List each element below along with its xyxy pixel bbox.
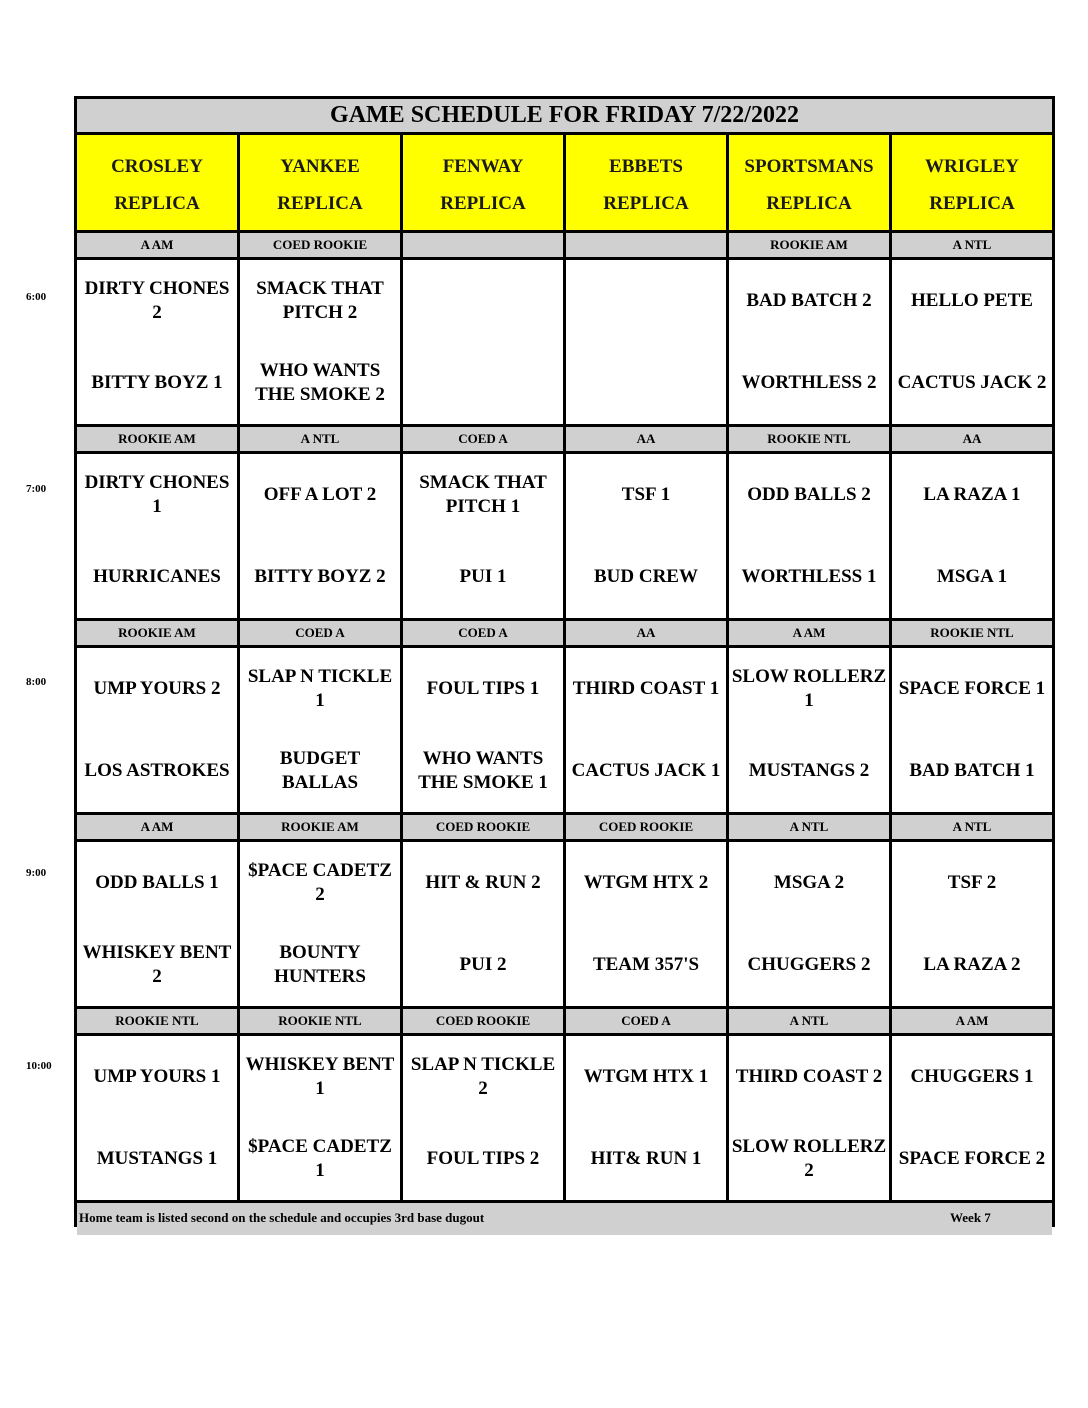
division-label: ROOKIE NTL xyxy=(240,1009,400,1033)
home-team: SPACE FORCE 2 xyxy=(898,1148,1046,1169)
home-team: LA RAZA 2 xyxy=(923,954,1021,975)
away-team: WHISKEY BENT 1 xyxy=(245,1054,395,1099)
away-team: SLOW ROLLERZ 1 xyxy=(731,666,887,711)
game-cell xyxy=(892,648,1052,812)
home-team: WORTHLESS 1 xyxy=(741,566,877,587)
away-team: SMACK THAT PITCH 1 xyxy=(419,472,547,517)
field-name: FENWAY xyxy=(442,156,524,177)
division-label: COED ROOKIE xyxy=(403,1009,563,1033)
home-team: CACTUS JACK 1 xyxy=(571,760,721,781)
home-team: HIT& RUN 1 xyxy=(590,1148,702,1169)
division-label: ROOKIE NTL xyxy=(729,427,889,451)
game-cell xyxy=(566,1036,726,1200)
field-name: CROSLEY xyxy=(111,156,203,177)
division-label: A NTL xyxy=(729,815,889,839)
away-team xyxy=(566,260,726,342)
game-cell xyxy=(566,842,726,1006)
away-team: SLAP N TICKLE 2 xyxy=(410,1054,556,1099)
away-team xyxy=(403,260,563,342)
home-team: BITTY BOYZ 1 xyxy=(91,372,223,393)
division-label: A NTL xyxy=(892,815,1052,839)
time-column xyxy=(0,0,74,1408)
division-label: ROOKIE AM xyxy=(77,621,237,645)
away-team: OFF A LOT 2 xyxy=(263,484,377,505)
home-team: TEAM 357'S xyxy=(592,954,700,975)
game-cell xyxy=(240,842,400,1006)
game-cell xyxy=(566,260,726,424)
division-label: ROOKIE NTL xyxy=(77,1009,237,1033)
division-label: AA xyxy=(566,427,726,451)
game-cell xyxy=(77,842,237,1006)
game-cell xyxy=(403,260,563,424)
field-subtitle: REPLICA xyxy=(603,193,689,214)
division-label: A AM xyxy=(77,233,237,257)
home-team: BOUNTY HUNTERS xyxy=(274,942,366,987)
away-team: TSF 1 xyxy=(621,484,671,505)
home-team: CACTUS JACK 2 xyxy=(897,372,1047,393)
game-cell xyxy=(892,1036,1052,1200)
game-cell xyxy=(240,1036,400,1200)
division-label: A AM xyxy=(77,815,237,839)
game-cell xyxy=(403,454,563,618)
away-team: UMP YOURS 1 xyxy=(93,1066,221,1087)
field-header xyxy=(240,135,400,230)
field-subtitle: REPLICA xyxy=(929,193,1015,214)
game-cell xyxy=(566,454,726,618)
home-team: BUD CREW xyxy=(594,566,698,587)
time-label: 8:00 xyxy=(26,676,47,688)
division-label: COED A xyxy=(566,1009,726,1033)
home-team: WORTHLESS 2 xyxy=(741,372,877,393)
game-cell xyxy=(240,648,400,812)
away-team: ODD BALLS 2 xyxy=(747,484,871,505)
division-label: ROOKIE AM xyxy=(240,815,400,839)
home-team: $PACE CADETZ 1 xyxy=(248,1136,392,1181)
away-team: FOUL TIPS 1 xyxy=(426,678,540,699)
game-cell xyxy=(403,1036,563,1200)
division-label: COED A xyxy=(240,621,400,645)
home-team: HURRICANES xyxy=(93,566,221,587)
game-cell xyxy=(403,842,563,1006)
game-cell xyxy=(729,648,889,812)
home-team: MUSTANGS 2 xyxy=(748,760,870,781)
home-team: SLOW ROLLERZ 2 xyxy=(731,1136,887,1181)
game-cell xyxy=(729,260,889,424)
schedule-table xyxy=(74,96,1055,1227)
time-label: 10:00 xyxy=(26,1060,52,1072)
home-team: PUI 2 xyxy=(459,954,507,975)
division-label: COED ROOKIE xyxy=(240,233,400,257)
division-label: COED A xyxy=(403,621,563,645)
home-team: MSGA 1 xyxy=(936,566,1008,587)
home-team: BITTY BOYZ 2 xyxy=(254,566,386,587)
division-label: A NTL xyxy=(892,233,1052,257)
game-cell xyxy=(892,260,1052,424)
division-label: A NTL xyxy=(240,427,400,451)
away-team: LA RAZA 1 xyxy=(923,484,1021,505)
division-label: A AM xyxy=(892,1009,1052,1033)
division-label: ROOKIE AM xyxy=(77,427,237,451)
field-name: SPORTSMANS xyxy=(744,156,874,177)
division-label: AA xyxy=(566,621,726,645)
game-cell xyxy=(240,454,400,618)
division-label xyxy=(403,233,563,257)
game-cell xyxy=(403,648,563,812)
week-label: Week 7 xyxy=(950,1210,991,1225)
home-team: LOS ASTROKES xyxy=(84,760,230,781)
home-team: WHISKEY BENT 2 xyxy=(82,942,232,987)
home-team: FOUL TIPS 2 xyxy=(426,1148,540,1169)
game-cell xyxy=(566,648,726,812)
away-team: WTGM HTX 2 xyxy=(583,872,709,893)
away-team: CHUGGERS 1 xyxy=(910,1066,1034,1087)
away-team: $PACE CADETZ 2 xyxy=(248,860,392,905)
game-cell xyxy=(729,842,889,1006)
field-header xyxy=(892,135,1052,230)
division-label xyxy=(566,233,726,257)
away-team: MSGA 2 xyxy=(773,872,845,893)
game-cell xyxy=(77,648,237,812)
field-name: WRIGLEY xyxy=(925,156,1019,177)
field-subtitle: REPLICA xyxy=(277,193,363,214)
away-team: THIRD COAST 2 xyxy=(735,1066,883,1087)
footer-bar xyxy=(77,1203,1052,1235)
field-name: EBBETS xyxy=(609,156,683,177)
game-cell xyxy=(240,260,400,424)
time-label: 7:00 xyxy=(26,483,47,495)
division-label: COED ROOKIE xyxy=(403,815,563,839)
field-header xyxy=(729,135,889,230)
home-team xyxy=(566,342,726,424)
home-team xyxy=(403,342,563,424)
home-team: WHO WANTS THE SMOKE 1 xyxy=(418,748,548,793)
field-name: YANKEE xyxy=(280,156,360,177)
division-label: A NTL xyxy=(729,1009,889,1033)
away-team: ODD BALLS 1 xyxy=(95,872,219,893)
field-subtitle: REPLICA xyxy=(766,193,852,214)
home-team: BUDGET BALLAS xyxy=(279,748,361,793)
field-header xyxy=(403,135,563,230)
away-team: SPACE FORCE 1 xyxy=(898,678,1046,699)
time-label: 6:00 xyxy=(26,291,47,303)
away-team: WTGM HTX 1 xyxy=(583,1066,709,1087)
field-subtitle: REPLICA xyxy=(440,193,526,214)
game-cell xyxy=(892,454,1052,618)
away-team: HIT & RUN 2 xyxy=(425,872,541,893)
division-label: ROOKIE NTL xyxy=(892,621,1052,645)
home-team: BAD BATCH 1 xyxy=(909,760,1035,781)
footer-note: Home team is listed second on the schedule and occupies 3rd base dugout xyxy=(79,1210,485,1225)
division-label: COED A xyxy=(403,427,563,451)
field-subtitle: REPLICA xyxy=(114,193,200,214)
home-team: PUI 1 xyxy=(459,566,507,587)
division-label: ROOKIE AM xyxy=(729,233,889,257)
schedule-title: GAME SCHEDULE FOR FRIDAY 7/22/2022 xyxy=(77,99,1052,132)
home-team: MUSTANGS 1 xyxy=(96,1148,218,1169)
division-label: AA xyxy=(892,427,1052,451)
away-team: THIRD COAST 1 xyxy=(572,678,720,699)
home-team: WHO WANTS THE SMOKE 2 xyxy=(255,360,385,405)
division-label: COED ROOKIE xyxy=(566,815,726,839)
game-cell xyxy=(729,1036,889,1200)
field-header xyxy=(566,135,726,230)
game-cell xyxy=(729,454,889,618)
game-cell xyxy=(77,260,237,424)
field-header xyxy=(77,135,237,230)
away-team: BAD BATCH 2 xyxy=(746,290,872,311)
away-team: DIRTY CHONES 1 xyxy=(84,472,230,517)
game-cell xyxy=(77,454,237,618)
away-team: UMP YOURS 2 xyxy=(93,678,221,699)
away-team: TSF 2 xyxy=(947,872,997,893)
home-team: CHUGGERS 2 xyxy=(747,954,871,975)
away-team: SMACK THAT PITCH 2 xyxy=(256,278,384,323)
time-label: 9:00 xyxy=(26,867,47,879)
away-team: HELLO PETE xyxy=(911,290,1033,311)
away-team: SLAP N TICKLE 1 xyxy=(247,666,393,711)
division-label: A AM xyxy=(729,621,889,645)
game-cell xyxy=(892,842,1052,1006)
game-cell xyxy=(77,1036,237,1200)
away-team: DIRTY CHONES 2 xyxy=(84,278,230,323)
